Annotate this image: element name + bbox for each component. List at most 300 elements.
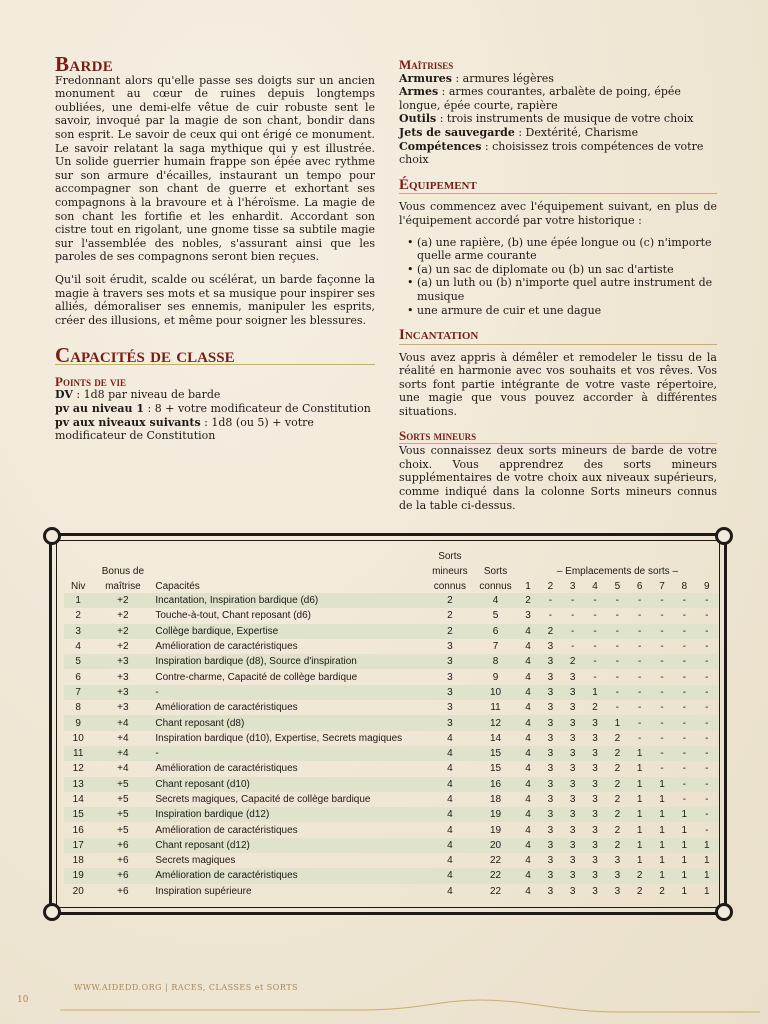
slot-cell: - xyxy=(562,624,584,639)
slot-cell: - xyxy=(593,610,597,622)
table-row xyxy=(64,838,718,853)
slot-cell: - xyxy=(606,654,628,669)
proficiency-cell: +6 xyxy=(92,868,153,883)
slot-cell: 2 xyxy=(614,824,621,836)
table-row xyxy=(64,884,718,899)
saves-line: Jets de sauvegarde : Dextérité, Charisme xyxy=(399,125,639,139)
slot-cell: - xyxy=(705,824,709,836)
slot-cell: 4 xyxy=(517,868,539,883)
cantrips-cell: 4 xyxy=(426,838,475,853)
slot-cell: - xyxy=(606,685,628,700)
slot-cell: 3 xyxy=(539,715,561,730)
slot-cell: 4 xyxy=(517,807,539,822)
features-cell: Amélioration de caractéristiques xyxy=(153,868,425,883)
slot-cell: 1 xyxy=(606,715,628,730)
slot-cell: 3 xyxy=(569,855,576,867)
table-row xyxy=(64,822,718,837)
cantrips-cell: 4 xyxy=(447,732,453,744)
slot-cell: - xyxy=(682,794,686,805)
slot-cell: 3 xyxy=(539,685,561,700)
slot-cell: 3 xyxy=(592,824,598,836)
frame-corner-ornament xyxy=(43,903,61,921)
slot-cell: 3 xyxy=(562,746,584,761)
features-cell: Inspiration bardique (d12) xyxy=(153,807,425,822)
slot-cell: - xyxy=(651,715,673,730)
slot-cell: - xyxy=(705,794,709,805)
spells-known-cell: 14 xyxy=(489,732,502,744)
features-cell: Amélioration de caractéristiques xyxy=(155,763,298,775)
slot-cell: 3 xyxy=(614,885,621,897)
slot-cell: 3 xyxy=(547,824,554,836)
slot-cell: - xyxy=(629,654,651,669)
slot-cell: - xyxy=(651,685,673,700)
slot-cell: - xyxy=(696,624,719,639)
spells-known-cell: 19 xyxy=(489,824,502,836)
proficiency-cell: +2 xyxy=(117,610,129,622)
proficiency-cell: +6 xyxy=(92,838,153,853)
proficiency-cell: +3 xyxy=(117,671,129,683)
slot-cell: 4 xyxy=(517,777,539,792)
slot-cell: 3 xyxy=(569,763,576,775)
slot-cell: - xyxy=(593,641,597,653)
slot-cell: 3 xyxy=(606,868,628,883)
slot-cell: 1 xyxy=(659,794,665,805)
slot-cell: - xyxy=(638,732,642,744)
table-row xyxy=(64,868,718,883)
level-cell: 6 xyxy=(75,671,81,683)
slot-cell: - xyxy=(696,654,719,669)
table-row xyxy=(64,715,718,730)
slot-cell: 3 xyxy=(525,610,531,622)
cantrips-cell: 4 xyxy=(426,807,475,822)
level-cell: 18 xyxy=(72,855,84,867)
features-cell: Inspiration bardique (d10), Expertise, Secrets magiques xyxy=(155,732,403,744)
slot-cell: 4 xyxy=(517,685,539,700)
slot-cell: 3 xyxy=(569,732,576,744)
slot-cell: - xyxy=(673,715,695,730)
slot-cell: 3 xyxy=(539,777,561,792)
equipment-title: Équipement xyxy=(399,179,717,195)
slot-cell: 1 xyxy=(681,855,688,867)
slot-cell: 4 xyxy=(525,732,531,744)
slot-cell: - xyxy=(696,746,719,761)
slot-cell: 1 xyxy=(696,838,719,853)
slot-cell: - xyxy=(571,610,575,622)
spells-known-cell: 12 xyxy=(474,715,517,730)
slot-cell: 3 xyxy=(592,763,598,775)
features-cell: Secrets magiques xyxy=(155,855,236,867)
features-cell: Chant reposant (d8) xyxy=(153,715,425,730)
slot-cell: - xyxy=(660,610,664,622)
features-cell: Contre-charme, Capacité de collège bardique xyxy=(155,671,358,683)
slot-cell: - xyxy=(705,671,709,683)
slot-cell: 3 xyxy=(547,641,554,653)
spells-known-cell: 15 xyxy=(474,746,517,761)
slot-cell: - xyxy=(705,702,709,714)
cantrips-cell: 4 xyxy=(447,885,453,897)
level-cell: 20 xyxy=(72,885,84,897)
slot-cell: 3 xyxy=(547,732,554,744)
slot-cell: 3 xyxy=(592,732,598,744)
hp-level1-line: pv au niveau 1 : 8 + votre modificateur de Constitution xyxy=(55,402,371,416)
level-cell: 19 xyxy=(64,868,92,883)
slot-cell: 1 xyxy=(681,885,688,897)
slot-cell: - xyxy=(638,702,642,714)
spells-known-cell: 22 xyxy=(489,855,502,867)
header-slot-level: 4 xyxy=(592,581,598,592)
slot-cell: 3 xyxy=(547,702,554,714)
header-niv: Niv xyxy=(70,581,86,592)
proficiency-cell: +2 xyxy=(92,593,153,608)
cantrips-title: Sorts mineurs xyxy=(399,429,717,445)
slot-cell: 3 xyxy=(569,794,576,805)
slot-cell: - xyxy=(705,610,709,622)
spellcasting-title: Incantation xyxy=(399,329,717,345)
slot-cell: 3 xyxy=(569,824,576,836)
slot-cell: 3 xyxy=(569,702,576,714)
slot-cell: - xyxy=(615,671,620,683)
slot-cell: 4 xyxy=(525,794,531,805)
level-cell: 4 xyxy=(75,641,81,653)
level-cell: 10 xyxy=(72,732,84,744)
proficiency-cell: +3 xyxy=(92,654,153,669)
slot-cell: 1 xyxy=(673,807,695,822)
cantrips-cell: 2 xyxy=(426,593,475,608)
header-slot-level: 1 xyxy=(525,581,531,592)
header-maitrise: maîtrise xyxy=(105,581,141,592)
slot-cell: 4 xyxy=(525,824,531,836)
slot-cell: 1 xyxy=(629,838,651,853)
proficiency-cell: +5 xyxy=(92,807,153,822)
features-cell: Chant reposant (d12) xyxy=(153,838,425,853)
slot-cell: 3 xyxy=(539,654,561,669)
slot-cell: 3 xyxy=(539,746,561,761)
slot-cell: 2 xyxy=(614,794,621,805)
level-cell: 16 xyxy=(72,824,84,836)
features-cell: Amélioration de caractéristiques xyxy=(155,824,298,836)
slot-cell: - xyxy=(606,624,628,639)
frame-corner-ornament xyxy=(43,527,61,545)
slot-cell: 3 xyxy=(584,807,606,822)
level-cell: 14 xyxy=(72,794,84,805)
features-cell: Secrets magiques, Capacité de collège bardique xyxy=(155,794,371,805)
features-cell: Amélioration de caractéristiques xyxy=(155,702,298,714)
level-cell: 5 xyxy=(64,654,92,669)
class-table-body xyxy=(64,593,718,899)
table-row xyxy=(64,746,718,761)
slot-cell: - xyxy=(673,624,695,639)
level-cell: 7 xyxy=(64,685,92,700)
slot-cell: 4 xyxy=(525,885,531,897)
slot-cell: - xyxy=(539,593,561,608)
cantrips-cell: 4 xyxy=(426,746,475,761)
proficiency-cell: +6 xyxy=(117,885,129,897)
slot-cell: - xyxy=(673,593,695,608)
level-cell: 8 xyxy=(75,702,81,714)
spells-known-cell: 4 xyxy=(474,593,517,608)
features-cell: - xyxy=(153,746,425,761)
slot-cell: 3 xyxy=(584,838,606,853)
frame-corner-ornament xyxy=(715,527,733,545)
slot-cell: - xyxy=(682,702,686,714)
table-row xyxy=(64,624,718,639)
spells-known-cell: 22 xyxy=(489,885,502,897)
cantrips-cell: 4 xyxy=(447,824,453,836)
skills-line: Compétences : choisissez trois compétences de votre choix xyxy=(399,139,704,167)
right-column xyxy=(399,58,717,512)
slot-cell: 3 xyxy=(547,885,554,897)
slot-cell: 1 xyxy=(636,824,643,836)
footer-ornament xyxy=(60,996,760,1018)
level-cell: 13 xyxy=(64,777,92,792)
table-row xyxy=(64,700,718,715)
spells-known-cell: 16 xyxy=(474,777,517,792)
slot-cell: 2 xyxy=(629,868,651,883)
slot-cell: - xyxy=(638,610,642,622)
hit-dice-line: DV : 1d8 par niveau de barde xyxy=(55,388,221,402)
armor-line: Armures : armures légères xyxy=(399,71,554,85)
features-cell: Chant reposant (d10) xyxy=(153,777,425,792)
class-title: Barde xyxy=(55,52,114,76)
header-slot-level: 8 xyxy=(681,581,688,592)
slot-cell: 3 xyxy=(562,868,584,883)
slot-cell: 2 xyxy=(562,654,584,669)
cantrips-cell: 3 xyxy=(447,671,453,683)
cantrips-cell: 4 xyxy=(447,794,453,805)
slot-cell: 3 xyxy=(562,777,584,792)
slot-cell: 4 xyxy=(517,746,539,761)
slot-cell: - xyxy=(660,732,664,744)
proficiency-cell: +4 xyxy=(92,715,153,730)
header-mineurs: mineurs xyxy=(432,566,468,577)
cantrips-text: Vous connaissez deux sorts mineurs de barde de votre choix. Vous apprendrez des sorts mineurs supplémentaires de votre choix aux niveaux supérieurs, comme indiqué dans la colonne Sorts mineurs connus de la table ci-dessus. xyxy=(399,444,717,512)
slot-cell: - xyxy=(638,641,642,653)
slot-cell: - xyxy=(651,746,673,761)
spells-known-cell: 7 xyxy=(492,641,499,653)
tools-line: Outils : trois instruments de musique de votre choix xyxy=(399,112,694,126)
slot-cell: - xyxy=(615,610,620,622)
slot-cell: 2 xyxy=(614,763,621,775)
slot-cell: 3 xyxy=(592,855,598,867)
table-row xyxy=(64,761,718,776)
header-connus: connus xyxy=(479,581,512,592)
frame-corner-ornament xyxy=(715,903,733,921)
slot-cell: - xyxy=(584,593,606,608)
spellcasting-text: Vous avez appris à démêler et remodeler le tissu de la réalité en harmonie avec vos souhaits et vos rêves. Vos sorts font partie intégrante de votre vaste répertoire, une magie que vous pouvez accorder à différentes situations. xyxy=(399,350,717,419)
slot-cell: 1 xyxy=(681,824,688,836)
slot-cell: - xyxy=(696,777,719,792)
footer-text: WWW.AIDEDD.ORG | RACES, CLASSES et SORTS xyxy=(74,983,299,992)
slot-cell: - xyxy=(651,624,673,639)
slot-cell: 2 xyxy=(659,885,665,897)
slot-cell: 3 xyxy=(562,838,584,853)
table-row xyxy=(64,853,718,868)
spells-known-cell: 19 xyxy=(474,807,517,822)
slot-cell: 1 xyxy=(629,807,651,822)
slot-cell: 3 xyxy=(569,885,576,897)
slot-cell: 3 xyxy=(539,807,561,822)
slot-cell: 3 xyxy=(584,746,606,761)
table-row xyxy=(64,685,718,700)
slot-cell: 1 xyxy=(636,794,643,805)
slot-cell: 4 xyxy=(525,641,531,653)
cantrips-cell: 3 xyxy=(447,641,453,653)
hit-points-title: Points de vie xyxy=(55,373,126,389)
proficiency-cell: +2 xyxy=(117,641,129,653)
slot-cell: - xyxy=(629,624,651,639)
slot-cell: 3 xyxy=(584,777,606,792)
level-cell: 12 xyxy=(72,763,84,775)
table-row xyxy=(64,608,718,623)
cantrips-cell: 4 xyxy=(447,763,453,775)
features-cell: Amélioration de caractéristiques xyxy=(155,641,298,653)
slot-cell: 3 xyxy=(584,868,606,883)
slot-cell: 3 xyxy=(592,794,598,805)
slot-cell: - xyxy=(682,610,686,622)
slot-cell: 3 xyxy=(547,794,554,805)
slot-cell: 3 xyxy=(562,715,584,730)
level-cell: 3 xyxy=(64,624,92,639)
slot-cell: - xyxy=(673,777,695,792)
slot-cell: - xyxy=(593,671,597,683)
slot-cell: - xyxy=(660,763,664,775)
bard-class-table xyxy=(64,548,718,899)
level-cell: 9 xyxy=(64,715,92,730)
page-number: 10 xyxy=(17,995,29,1005)
proficiency-cell: +3 xyxy=(117,702,129,714)
slot-cell: 3 xyxy=(562,807,584,822)
intro-paragraph-1: Fredonnant alors qu'elle passe ses doigts sur un ancien monument au cœur de ruines depuis longtemps oubliées, une demi-elfe vêtue de cuir robuste sent le savoir, invoqué par la magie de son chant, bondir dans son esprit. Le savoir de ceux qui ont érigé ce monument. Le savoir relatant la saga mythique qui y est illustrée. Un solide guerrier humain frappe son épée avec rythme sur son armure d'écailles, instaurant un tempo pour accompagner son chant de guerre et exhortant ses compagnons à la bravoure et à l'héroïsme. La magie de son chant les fortifie et les enhardit. Accordant son cistre tout en rigolant, une gnome tisse sa subtile magie sur l'assemblée des nobles, s'assurant ainsi que les paroles de ses compagnons seront bien reçues. xyxy=(55,73,375,264)
slot-cell: 1 xyxy=(673,868,695,883)
slot-cell: 1 xyxy=(696,868,719,883)
slot-cell: 3 xyxy=(539,838,561,853)
slot-cell: 2 xyxy=(592,702,598,714)
table-row xyxy=(64,593,718,608)
slot-cell: - xyxy=(615,641,620,653)
table-row xyxy=(64,654,718,669)
slot-cell: - xyxy=(660,702,664,714)
table-row xyxy=(64,792,718,807)
features-cell: Touche-à-tout, Chant reposant (d6) xyxy=(155,610,311,622)
slot-cell: - xyxy=(673,746,695,761)
slot-cell: - xyxy=(638,671,642,683)
cantrips-cell: 3 xyxy=(426,685,475,700)
intro-paragraph-2: Qu'il soit érudit, scalde ou scélérat, un barde façonne la magie à travers ses mots et sa musique pour inspirer ses alliés, démoraliser ses ennemis, manipuler les esprits, créer des illusions, et même pour soigner les blessures. xyxy=(55,272,375,327)
proficiency-cell: +5 xyxy=(117,794,129,805)
table-row xyxy=(64,731,718,746)
slot-cell: 2 xyxy=(517,593,539,608)
class-features-title: Capacités de classe xyxy=(55,349,375,365)
slot-cell: - xyxy=(705,732,709,744)
equipment-item: • (a) un sac de diplomate ou (b) un sac d'artiste xyxy=(409,263,717,277)
proficiency-cell: +4 xyxy=(92,746,153,761)
slot-cell: - xyxy=(562,593,584,608)
slot-cell: 1 xyxy=(651,868,673,883)
slot-cell: - xyxy=(696,807,719,822)
level-cell: 2 xyxy=(75,610,81,622)
header-slot-level: 2 xyxy=(547,581,554,592)
spells-known-cell: 9 xyxy=(492,671,499,683)
spells-known-cell: 10 xyxy=(474,685,517,700)
proficiency-cell: +6 xyxy=(117,855,129,867)
slot-cell: - xyxy=(696,593,719,608)
proficiency-cell: +3 xyxy=(92,685,153,700)
slot-cell: - xyxy=(696,715,719,730)
table-row xyxy=(64,777,718,792)
slot-cell: - xyxy=(682,732,686,744)
cantrips-cell: 2 xyxy=(447,610,453,622)
proficiency-cell: +5 xyxy=(92,777,153,792)
slot-cell: 1 xyxy=(629,777,651,792)
spells-known-cell: 18 xyxy=(489,794,502,805)
weapons-line: Armes : armes courantes, arbalète de poing, épée longue, épée courte, rapière xyxy=(399,85,681,112)
features-cell: Inspiration bardique (d8), Source d'inspiration xyxy=(153,654,425,669)
slot-cell: - xyxy=(696,685,719,700)
header-bonus: Bonus de xyxy=(101,566,145,577)
slot-cell: - xyxy=(606,593,628,608)
slot-cell: - xyxy=(629,685,651,700)
slot-cell: 4 xyxy=(525,671,531,683)
proficiency-cell: +4 xyxy=(117,732,129,744)
slot-cell: - xyxy=(705,641,709,653)
slot-cell: 1 xyxy=(629,746,651,761)
header-slot-level: 5 xyxy=(614,581,621,592)
slot-cell: 3 xyxy=(562,685,584,700)
equipment-item: • une armure de cuir et une dague xyxy=(409,304,717,318)
header-capacites: Capacités xyxy=(155,581,200,592)
slot-cell: 2 xyxy=(606,777,628,792)
left-column xyxy=(55,52,375,443)
spells-known-cell: 5 xyxy=(492,610,499,622)
slot-cell: 3 xyxy=(547,763,554,775)
level-cell: 11 xyxy=(64,746,92,761)
slot-cell: - xyxy=(629,593,651,608)
proficiency-cell: +2 xyxy=(92,624,153,639)
table-row xyxy=(64,669,718,684)
slot-cell: - xyxy=(651,593,673,608)
spells-known-cell: 8 xyxy=(474,654,517,669)
slot-cell: - xyxy=(660,671,664,683)
slot-cell: - xyxy=(548,610,553,622)
spells-known-cell: 22 xyxy=(474,868,517,883)
header-slot-level: 9 xyxy=(703,581,710,592)
cantrips-cell: 3 xyxy=(426,715,475,730)
slot-cell: 4 xyxy=(525,855,531,867)
slot-cell: - xyxy=(673,654,695,669)
slot-cell: 1 xyxy=(673,838,695,853)
slot-cell: - xyxy=(584,624,606,639)
slot-cell: 4 xyxy=(517,624,539,639)
slot-cell: 1 xyxy=(651,807,673,822)
slot-cell: 4 xyxy=(517,715,539,730)
slot-cell: 4 xyxy=(525,702,531,714)
features-cell: Collège bardique, Expertise xyxy=(153,624,425,639)
level-cell: 17 xyxy=(64,838,92,853)
spells-known-cell: 6 xyxy=(474,624,517,639)
header-slot-level: 7 xyxy=(659,581,665,592)
slot-cell: - xyxy=(682,763,686,775)
slot-cell: 1 xyxy=(659,824,665,836)
slot-cell: 2 xyxy=(606,746,628,761)
proficiency-cell: +5 xyxy=(117,824,129,836)
slot-cell: 2 xyxy=(606,838,628,853)
features-cell: Incantation, Inspiration bardique (d6) xyxy=(153,593,425,608)
equipment-intro: Vous commencez avec l'équipement suivant, en plus de l'équipement accordé par votre historique : xyxy=(399,200,717,227)
features-cell: Inspiration supérieure xyxy=(155,885,252,897)
cantrips-cell: 4 xyxy=(426,777,475,792)
slot-cell: 4 xyxy=(525,763,531,775)
slot-cell: - xyxy=(682,671,686,683)
